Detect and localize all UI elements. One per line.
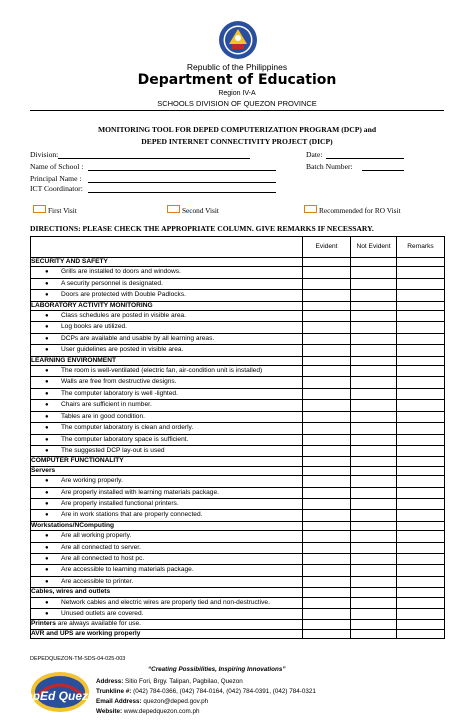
section-row (31, 457, 445, 466)
item-text: Chairs are sufficient in number. (61, 401, 152, 409)
item-cell (31, 510, 303, 521)
remarks-cell[interactable] (397, 411, 445, 422)
evident-cell[interactable] (303, 400, 351, 411)
evident-cell[interactable] (303, 267, 351, 278)
table-row (31, 423, 445, 434)
not-evident-cell[interactable] (351, 411, 397, 422)
evident-cell[interactable] (303, 476, 351, 487)
table-row (31, 445, 445, 456)
bullet-icon: ● (45, 533, 49, 540)
item-cell (31, 531, 303, 542)
subsection-row (31, 521, 445, 530)
directions-text: DIRECTIONS: PLEASE CHECK THE APPROPRIATE COLUMN. GIVE REMARKS IF NECESSARY. (30, 224, 374, 233)
printers-row-cell (31, 620, 303, 629)
not-evident-cell[interactable] (351, 388, 397, 399)
item-cell (31, 333, 303, 344)
section-lab: LABORATORY ACTIVITY MONITORING (31, 301, 303, 310)
evident-cell[interactable] (303, 609, 351, 620)
bullet-icon: ● (45, 402, 49, 409)
remarks-cell[interactable] (397, 466, 445, 475)
evident-cell[interactable] (303, 434, 351, 445)
item-text: The computer laboratory is clean and orderly. (61, 424, 194, 432)
item-cell (31, 565, 303, 576)
not-evident-cell[interactable] (351, 476, 397, 487)
evident-cell[interactable] (303, 487, 351, 498)
remarks-cell[interactable] (397, 510, 445, 521)
bullet-icon: ● (45, 390, 49, 397)
avr-row-cell: AVR and UPS are working properly (31, 629, 303, 638)
not-evident-cell[interactable] (351, 423, 397, 434)
item-text: Are accessible to printer. (61, 577, 134, 585)
email-value[interactable]: quezon@deped.gov.ph (143, 698, 209, 705)
email-label: Email Address: (96, 698, 142, 705)
item-text: Log books are utilized. (61, 323, 127, 331)
remarks-cell[interactable] (397, 542, 445, 553)
table-row (31, 333, 445, 344)
evident-cell[interactable] (303, 333, 351, 344)
first-visit-label: First Visit (48, 206, 77, 215)
item-cell (31, 345, 303, 356)
bullet-icon: ● (45, 567, 49, 574)
item-cell (31, 278, 303, 289)
evident-cell[interactable] (303, 311, 351, 322)
evident-cell[interactable] (303, 445, 351, 456)
bullet-icon: ● (45, 544, 49, 551)
evident-cell[interactable] (303, 588, 351, 597)
not-evident-cell[interactable] (351, 510, 397, 521)
remarks-cell[interactable] (397, 377, 445, 388)
item-cell (31, 388, 303, 399)
item-text: The computer laboratory space is sufficient. (61, 435, 189, 443)
remarks-cell[interactable] (397, 366, 445, 377)
not-evident-cell[interactable] (351, 267, 397, 278)
not-evident-cell[interactable] (351, 377, 397, 388)
item-text: Walls are free from destructive designs. (61, 378, 177, 386)
not-evident-cell[interactable] (351, 629, 397, 638)
item-cell (31, 267, 303, 278)
item-cell (31, 400, 303, 411)
not-evident-cell[interactable] (351, 466, 397, 475)
evident-cell[interactable] (303, 423, 351, 434)
remarks-cell[interactable] (397, 290, 445, 301)
item-text: Are all connected to host pc. (61, 554, 145, 562)
not-evident-cell[interactable] (351, 521, 397, 530)
remarks-cell[interactable] (397, 311, 445, 322)
item-cell (31, 434, 303, 445)
deped-quezon-logo (17, 667, 103, 713)
item-text: Are working properly. (61, 477, 123, 485)
remarks-cell[interactable] (397, 531, 445, 542)
item-text: Doors are protected with Double Padlocks. (61, 291, 186, 299)
evident-cell[interactable] (303, 290, 351, 301)
not-evident-cell[interactable] (351, 565, 397, 576)
item-cell (31, 377, 303, 388)
item-text: DCPs are available and usable by all learning areas. (61, 334, 215, 342)
evident-cell[interactable] (303, 377, 351, 388)
table-row (31, 510, 445, 521)
item-text: The suggested DCP lay-out is used (61, 446, 165, 454)
not-evident-cell[interactable] (351, 445, 397, 456)
item-text: Network cables and electric wires are properly tied and non-destructive. (61, 598, 270, 606)
remarks-cell[interactable] (397, 597, 445, 608)
address-value: Sitio Fori, Brgy. Talipan, Pagbilao, Quezon (125, 678, 243, 685)
second-visit-checkbox[interactable] (167, 205, 180, 213)
table-row (31, 498, 445, 509)
item-cell (31, 553, 303, 564)
item-cell (31, 597, 303, 608)
remarks-cell[interactable] (397, 620, 445, 629)
second-visit-label: Second Visit (182, 206, 219, 215)
remarks-cell[interactable] (397, 476, 445, 487)
division-office-line: SCHOOLS DIVISION OF QUEZON PROVINCE (157, 99, 317, 108)
bullet-icon: ● (45, 611, 49, 617)
remarks-cell[interactable] (397, 400, 445, 411)
website-line (96, 708, 200, 715)
table-row (31, 565, 445, 576)
remarks-cell[interactable] (397, 553, 445, 564)
evident-cell[interactable] (303, 322, 351, 333)
coordinator-label: ICT Coordinator: (30, 184, 83, 193)
table-row (31, 629, 445, 638)
evident-cell[interactable] (303, 466, 351, 475)
website-value[interactable]: www.depedquezon.com.ph (123, 708, 200, 715)
remarks-cell[interactable] (397, 629, 445, 638)
school-label: Name of School : (30, 162, 84, 171)
remarks-cell[interactable] (397, 278, 445, 289)
remarks-cell[interactable] (397, 498, 445, 509)
item-text: The computer laboratory is well -lighted. (61, 389, 178, 397)
bullet-icon: ● (45, 368, 49, 375)
item-text: Are all working properly. (61, 532, 132, 540)
evident-cell[interactable] (303, 553, 351, 564)
first-visit-checkbox[interactable] (33, 205, 46, 213)
not-evident-cell[interactable] (351, 620, 397, 629)
bullet-icon: ● (45, 413, 49, 420)
remarks-cell[interactable] (397, 576, 445, 587)
item-cell (31, 366, 303, 377)
not-evident-cell[interactable] (351, 366, 397, 377)
subsection-row (31, 588, 445, 597)
remarks-cell[interactable] (397, 445, 445, 456)
bullet-icon: ● (45, 599, 49, 606)
school-line[interactable] (88, 170, 276, 171)
not-evident-cell[interactable] (351, 400, 397, 411)
date-label: Date: (306, 150, 323, 159)
document-code: DEPEDQUEZON-TM-SDS-04-025-003 (30, 656, 126, 662)
item-cell (31, 542, 303, 553)
item-text: Are properly installed functional printers. (61, 499, 179, 507)
bullet-icon: ● (45, 269, 49, 276)
evident-cell[interactable] (303, 498, 351, 509)
table-row (31, 400, 445, 411)
evident-cell[interactable] (303, 629, 351, 638)
evident-cell[interactable] (303, 356, 351, 365)
slogan: “Creating Possibilities, Inspiring Innovations” (148, 666, 286, 673)
not-evident-cell[interactable] (351, 457, 397, 466)
item-text: Are all connected to server. (61, 543, 141, 551)
table-row (31, 542, 445, 553)
remarks-column-header: Remarks (397, 237, 445, 258)
principal-label: Principal Name : (30, 174, 82, 183)
remarks-cell[interactable] (397, 521, 445, 530)
not-evident-cell[interactable] (351, 553, 397, 564)
not-evident-cell[interactable] (351, 311, 397, 322)
trunkline-line (96, 688, 316, 695)
batch-line[interactable] (362, 170, 404, 171)
remarks-cell[interactable] (397, 457, 445, 466)
form-title-line-1: MONITORING TOOL FOR DEPED COMPUTERIZATION PROGRAM (DCP) and (97, 125, 377, 134)
item-text: Tables are in good condition. (61, 412, 145, 420)
remarks-cell[interactable] (397, 258, 445, 267)
table-row (31, 278, 445, 289)
bullet-icon: ● (45, 578, 49, 585)
evident-cell[interactable] (303, 411, 351, 422)
trunkline-label: Trunkline #: (96, 688, 132, 695)
item-cell (31, 411, 303, 422)
republic-line: Republic of the Philippines (186, 62, 288, 72)
table-row (31, 267, 445, 278)
item-text: Are properly installed with learning materials package. (61, 488, 219, 496)
table-row (31, 597, 445, 608)
not-evident-cell[interactable] (351, 345, 397, 356)
item-text: User guidelines are posted in visible area. (61, 346, 184, 354)
website-label: Website: (96, 708, 123, 715)
table-row (31, 476, 445, 487)
not-evident-cell[interactable] (351, 278, 397, 289)
item-cell (31, 445, 303, 456)
evident-cell[interactable] (303, 620, 351, 629)
remarks-cell[interactable] (397, 423, 445, 434)
section-func: COMPUTER FUNCTIONALITY (31, 457, 303, 466)
region-line: Region IV-A (218, 90, 256, 97)
section-row (31, 258, 445, 267)
not-evident-cell[interactable] (351, 542, 397, 553)
not-evident-cell[interactable] (351, 576, 397, 587)
department-name: Department of Education (137, 72, 337, 88)
table-row (31, 620, 445, 629)
bullet-icon: ● (45, 512, 49, 519)
evident-cell[interactable] (303, 597, 351, 608)
table-row (31, 311, 445, 322)
not-evident-cell[interactable] (351, 258, 397, 267)
bullet-icon: ● (45, 478, 49, 485)
item-cell (31, 576, 303, 587)
item-cell (31, 487, 303, 498)
subsection-row (31, 466, 445, 475)
bullet-icon: ● (45, 447, 49, 454)
evident-cell[interactable] (303, 345, 351, 356)
bullet-icon: ● (45, 280, 49, 287)
evident-cell[interactable] (303, 366, 351, 377)
remarks-cell[interactable] (397, 434, 445, 445)
item-cell (31, 290, 303, 301)
bullet-icon: ● (45, 436, 49, 443)
item-cell (31, 311, 303, 322)
item-text: Unused outlets are covered. (61, 610, 144, 617)
remarks-cell[interactable] (397, 487, 445, 498)
form-title-line-2: DEPED INTERNET CONNECTIVITY PROJECT (DICP) (141, 137, 333, 146)
not-evident-cell[interactable] (351, 487, 397, 498)
remarks-cell[interactable] (397, 322, 445, 333)
section-row (31, 356, 445, 365)
table-row (31, 576, 445, 587)
table-header-row (31, 237, 445, 258)
remarks-cell[interactable] (397, 565, 445, 576)
address-line (96, 678, 243, 685)
bullet-icon: ● (45, 379, 49, 386)
header-divider (30, 110, 444, 111)
section-security: SECURITY AND SAFETY (31, 258, 303, 267)
table-row (31, 609, 445, 620)
not-evident-cell[interactable] (351, 434, 397, 445)
recommended-visit-checkbox[interactable] (304, 205, 317, 213)
item-cell (31, 322, 303, 333)
printers-text: are always available for use. (57, 620, 141, 628)
item-text: Class schedules are posted in visible area. (61, 312, 186, 320)
evident-cell[interactable] (303, 388, 351, 399)
item-cell (31, 423, 303, 434)
not-evident-cell[interactable] (351, 356, 397, 365)
not-evident-cell[interactable] (351, 498, 397, 509)
evident-cell[interactable] (303, 542, 351, 553)
subsection-workstations: Workstations/NComputing (31, 521, 303, 530)
table-row (31, 290, 445, 301)
item-text: Are accessible to learning materials package. (61, 566, 194, 574)
not-evident-cell[interactable] (351, 290, 397, 301)
email-line (96, 698, 208, 705)
table-row (31, 487, 445, 498)
remarks-cell[interactable] (397, 267, 445, 278)
principal-line[interactable] (88, 182, 276, 183)
evident-cell[interactable] (303, 576, 351, 587)
not-evident-cell[interactable] (351, 597, 397, 608)
table-row (31, 411, 445, 422)
printers-label: Printers (31, 620, 56, 628)
not-evident-cell[interactable] (351, 322, 397, 333)
division-label: Division: (30, 150, 59, 159)
not-evident-cell[interactable] (351, 588, 397, 597)
recommended-visit-label: Recommended for RO Visit (319, 206, 401, 215)
subsection-cables: Cables, wires and outlets (31, 588, 303, 597)
subsection-servers: Servers (31, 466, 303, 475)
table-row (31, 553, 445, 564)
evident-cell[interactable] (303, 258, 351, 267)
table-row (31, 377, 445, 388)
section-row (31, 301, 445, 310)
item-cell (31, 476, 303, 487)
remarks-cell[interactable] (397, 356, 445, 365)
address-label: Address: (96, 678, 124, 685)
remarks-cell[interactable] (397, 588, 445, 597)
remarks-cell[interactable] (397, 609, 445, 620)
table-row (31, 322, 445, 333)
not-evident-column-header: Not Evident (351, 237, 397, 258)
not-evident-cell[interactable] (351, 531, 397, 542)
bullet-icon: ● (45, 313, 49, 320)
remarks-cell[interactable] (397, 388, 445, 399)
remarks-cell[interactable] (397, 301, 445, 310)
coordinator-line[interactable] (88, 192, 276, 193)
table-row (31, 434, 445, 445)
evident-column-header: Evident (303, 237, 351, 258)
evident-cell[interactable] (303, 278, 351, 289)
bullet-icon: ● (45, 489, 49, 496)
item-text: The room is well-ventilated (electric fan, air-condition unit is installed) (61, 367, 263, 375)
table-row (31, 345, 445, 356)
section-env: LEARNING ENVIRONMENT (31, 356, 303, 365)
bullet-icon: ● (45, 425, 49, 432)
bullet-icon: ● (45, 555, 49, 562)
date-line[interactable] (326, 158, 404, 159)
trunkline-value: (042) 784-0366, (042) 784-0164, (042) 784-0391, (042) 784-0321 (133, 688, 316, 695)
bullet-icon: ● (45, 324, 49, 331)
item-text: A security personnel is designated. (61, 279, 163, 287)
not-evident-cell[interactable] (351, 333, 397, 344)
bullet-icon: ● (45, 335, 49, 342)
item-column-header (31, 237, 303, 258)
checklist-table (30, 236, 445, 639)
evident-cell[interactable] (303, 565, 351, 576)
table-row (31, 531, 445, 542)
bullet-icon: ● (45, 347, 49, 354)
evident-cell[interactable] (303, 531, 351, 542)
not-evident-cell[interactable] (351, 609, 397, 620)
evident-cell[interactable] (303, 301, 351, 310)
evident-cell[interactable] (303, 521, 351, 530)
item-cell (31, 609, 303, 620)
deped-seal-icon (218, 20, 258, 60)
evident-cell[interactable] (303, 457, 351, 466)
item-text: Are in work stations that are properly connected. (61, 511, 203, 519)
logo-text: DepEd Quezon (17, 689, 103, 703)
item-text: Grills are installed to doors and windows. (61, 268, 181, 276)
table-row (31, 366, 445, 377)
not-evident-cell[interactable] (351, 301, 397, 310)
remarks-cell[interactable] (397, 333, 445, 344)
remarks-cell[interactable] (397, 345, 445, 356)
bullet-icon: ● (45, 292, 49, 299)
bullet-icon: ● (45, 500, 49, 507)
table-row (31, 388, 445, 399)
batch-label: Batch Number: (306, 162, 353, 171)
item-cell (31, 498, 303, 509)
evident-cell[interactable] (303, 510, 351, 521)
division-line[interactable] (58, 158, 250, 159)
